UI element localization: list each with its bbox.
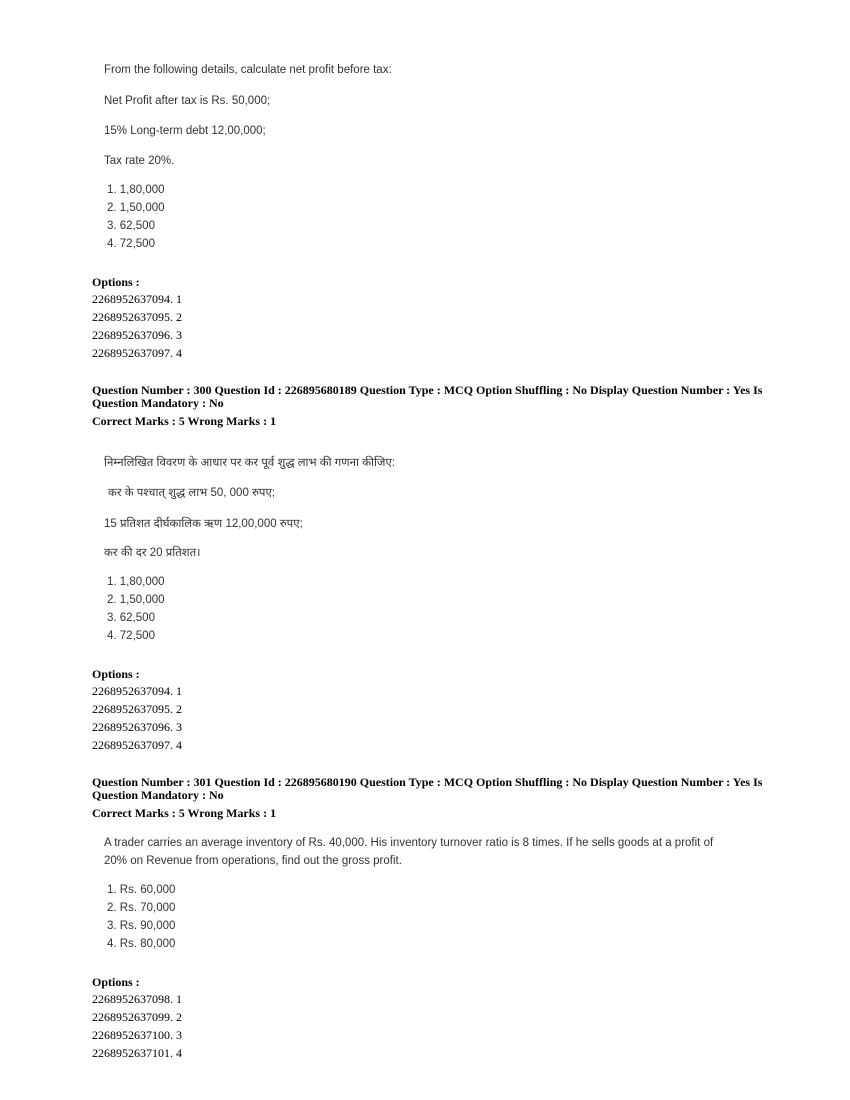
marks-line: Correct Marks : 5 Wrong Marks : 1 [92,806,277,820]
option-id: 2268952637096. 3 [92,720,182,734]
choice-item: 4. 72,500 [107,630,155,642]
question-line: 20% on Revenue from operations, find out the gross profit. [104,855,402,867]
options-label: Options : [92,667,140,681]
question-line: कर की दर 20 प्रतिशत। [104,547,201,559]
option-id: 2268952637094. 1 [92,292,182,306]
option-id: 2268952637097. 4 [92,346,182,360]
option-id: 2268952637099. 2 [92,1010,182,1024]
question-header: Question Number : 300 Question Id : 226895680189 Question Type : MCQ Option Shuffling : No Display Question Number : Yes Is Question Mandatory : No [92,383,763,410]
option-id: 2268952637096. 3 [92,328,182,342]
option-id: 2268952637095. 2 [92,310,182,324]
option-id: 2268952637097. 4 [92,738,182,752]
choice-item: 3. 62,500 [107,612,155,624]
options-label: Options : [92,275,140,289]
marks-line: Correct Marks : 5 Wrong Marks : 1 [92,414,277,428]
choice-item: 4. Rs. 80,000 [107,938,176,950]
question-header: Question Number : 301 Question Id : 226895680190 Question Type : MCQ Option Shuffling : No Display Question Number : Yes Is Question Mandatory : No [92,775,763,802]
question-line: 15% Long-term debt 12,00,000; [104,125,266,137]
option-id: 2268952637098. 1 [92,992,182,1006]
question-line: From the following details, calculate net profit before tax: [104,64,392,76]
question-line: निम्नलिखित विवरण के आधार पर कर पूर्व शुद्ध लाभ की गणना कीजिए: [104,457,396,469]
option-id: 2268952637100. 3 [92,1028,182,1042]
question-line: 15 प्रतिशत दीर्घकालिक ऋण 12,00,000 रुपए; [104,518,303,530]
choice-item: 3. 62,500 [107,220,155,232]
choice-item: 1. 1,80,000 [107,184,165,196]
question-line: Net Profit after tax is Rs. 50,000; [104,95,271,107]
question-line: Tax rate 20%. [104,155,175,167]
option-id: 2268952637095. 2 [92,702,182,716]
choice-item: 2. 1,50,000 [107,202,165,214]
choice-item: 3. Rs. 90,000 [107,920,176,932]
question-line: कर के पश्चात् शुद्ध लाभ 50, 000 रुपए; [108,487,275,499]
choice-item: 4. 72,500 [107,238,155,250]
choice-item: 2. Rs. 70,000 [107,902,176,914]
question-line: A trader carries an average inventory of Rs. 40,000. His inventory turnover ratio is 8 times. If he sells goods at a profit of [104,837,714,849]
choice-item: 1. Rs. 60,000 [107,884,176,896]
option-id: 2268952637094. 1 [92,684,182,698]
choice-item: 2. 1,50,000 [107,594,165,606]
choice-item: 1. 1,80,000 [107,576,165,588]
options-label: Options : [92,975,140,989]
option-id: 2268952637101. 4 [92,1046,182,1060]
